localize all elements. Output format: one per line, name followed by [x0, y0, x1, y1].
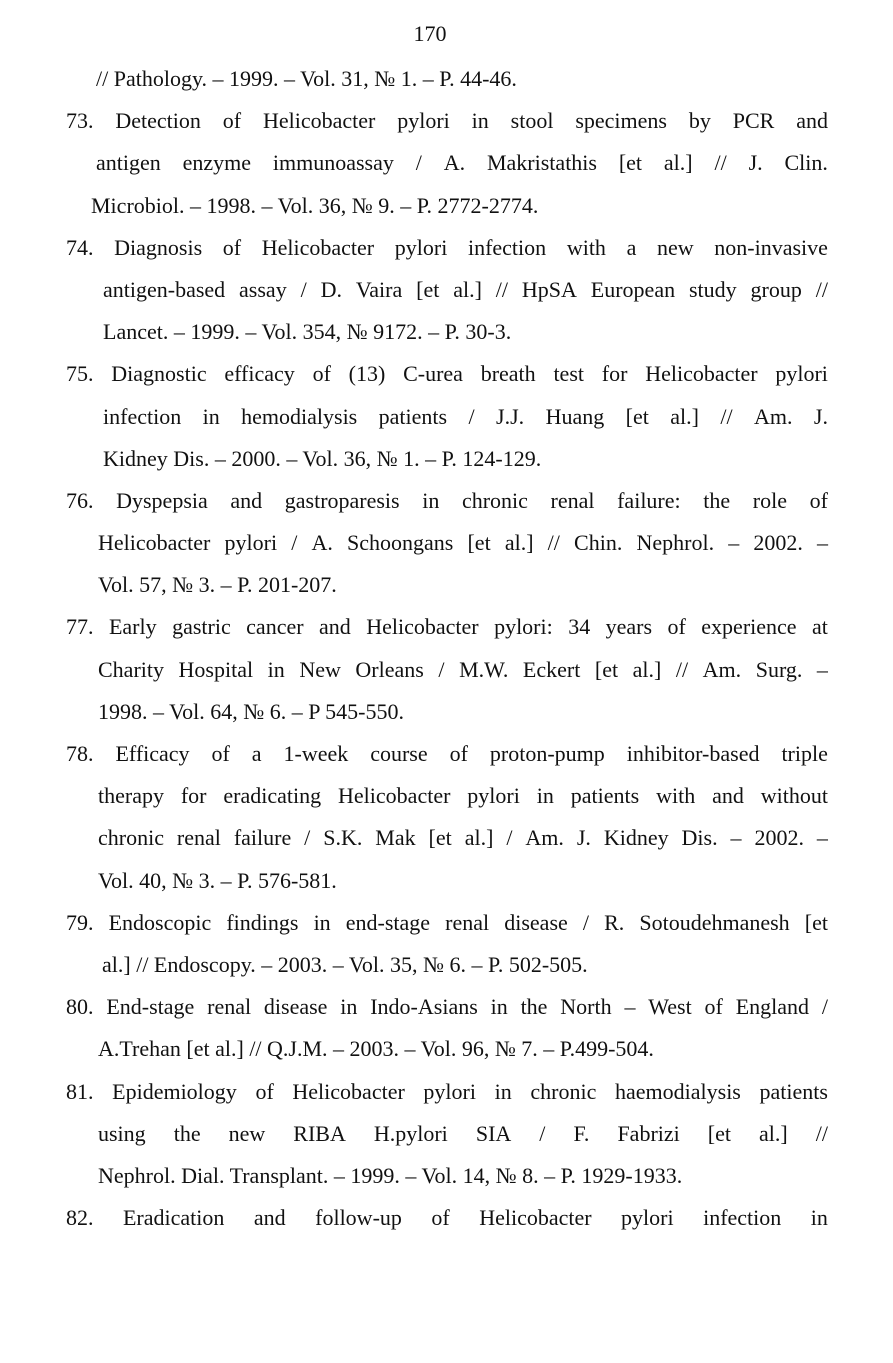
reference-word: PCR: [732, 108, 775, 134]
reference-word: without: [760, 783, 828, 809]
reference-word: in: [422, 487, 440, 513]
reference-word: Dis.: [681, 825, 718, 851]
reference-line: [66, 227, 828, 269]
reference-word: J.: [576, 825, 591, 851]
reference-word: 77.: [66, 614, 94, 640]
reference-word: with: [656, 783, 696, 809]
reference-word: –: [730, 825, 742, 851]
reference-word: /: [415, 150, 422, 176]
reference-word: J.: [813, 403, 828, 429]
reference-word: of: [312, 361, 331, 387]
reference-word: for: [601, 361, 628, 387]
reference-word: failure:: [617, 487, 681, 513]
reference-line: al.] // Endoscopy. – 2003. – Vol. 35, № 6. – P. 502-505.: [102, 951, 588, 977]
reference-word: patients: [759, 1078, 828, 1104]
reference-word: in: [490, 994, 508, 1020]
reference-word: of: [704, 994, 723, 1020]
reference-word: /: [539, 1120, 546, 1146]
reference-word: in: [313, 909, 331, 935]
reference-word: –: [817, 530, 828, 556]
reference-word: breath: [480, 361, 536, 387]
reference-word: triple: [781, 741, 828, 766]
reference-word: in: [536, 783, 554, 809]
reference-word: the: [703, 487, 731, 513]
reference-word: of: [222, 108, 242, 134]
reference-word: Clin.: [784, 150, 828, 176]
reference-word: /: [468, 403, 475, 429]
reference-word: by: [688, 108, 711, 134]
reference-word: –: [816, 825, 828, 851]
reference-word: al.]: [663, 150, 693, 176]
reference-line: // Pathology. – 1999. – Vol. 31, № 1. – P. 44-46.: [96, 66, 517, 91]
reference-word: infection: [103, 403, 182, 429]
reference-word: antigen-based: [103, 276, 226, 302]
reference-word: of: [222, 234, 242, 260]
reference-word: antigen: [96, 150, 161, 176]
reference-line: Nephrol. Dial. Transplant. – 1999. – Vol. 14, № 8. – P. 1929-1933.: [98, 1162, 683, 1188]
reference-word: al.]: [504, 530, 534, 556]
reference-word: and: [253, 1205, 286, 1231]
reference-word: Charity: [98, 656, 164, 682]
reference-word: –: [624, 994, 636, 1020]
reference-word: assay: [239, 276, 287, 302]
reference-word: disease: [263, 994, 328, 1020]
reference-word: group: [750, 276, 802, 302]
reference-word: West: [648, 994, 692, 1020]
reference-word: haemodialysis: [615, 1078, 741, 1104]
reference-word: Helicobacter: [262, 108, 376, 134]
reference-word: Endoscopic: [108, 909, 212, 935]
reference-word: Am.: [525, 825, 564, 851]
reference-word: course: [370, 741, 428, 766]
reference-word: with: [566, 234, 606, 260]
reference-word: renal: [176, 825, 221, 851]
reference-word: pylori: [621, 1205, 674, 1231]
reference-word: Mak: [375, 825, 416, 851]
reference-line: [66, 649, 828, 691]
reference-word: of: [431, 1205, 450, 1231]
reference-word: cancer: [246, 614, 304, 640]
reference-word: 79.: [66, 909, 94, 935]
reference-word: disease: [504, 909, 568, 935]
reference-word: Detection: [115, 108, 201, 134]
reference-word: and: [319, 614, 351, 640]
reference-word: pylori: [397, 108, 450, 134]
reference-word: Orleans: [355, 656, 424, 682]
reference-word: 34: [568, 614, 591, 640]
reference-word: al.]: [670, 403, 699, 429]
reference-word: /: [291, 530, 298, 556]
reference-word: for: [180, 783, 207, 809]
reference-word: of: [255, 1078, 274, 1104]
reference-word: [et: [618, 150, 643, 176]
reference-word: and: [796, 108, 828, 134]
reference-word: 74.: [66, 234, 94, 260]
reference-word: [et: [428, 825, 452, 851]
reference-word: and: [712, 783, 744, 809]
reference-word: Helicobacter: [645, 361, 758, 387]
reference-word: [et: [804, 909, 828, 935]
reference-word: the: [173, 1120, 201, 1146]
reference-word: Helicobacter: [479, 1205, 592, 1231]
reference-word: pylori:: [494, 614, 553, 640]
reference-word: efficacy: [224, 361, 295, 387]
reference-word: 2002.: [753, 530, 803, 556]
reference-word: [et: [594, 656, 619, 682]
reference-word: study: [688, 276, 737, 302]
reference-word: in: [494, 1078, 512, 1104]
reference-word: –: [816, 656, 828, 682]
reference-word: therapy: [98, 783, 164, 809]
reference-word: pylori: [467, 783, 520, 809]
reference-word: Huang: [545, 403, 605, 429]
reference-word: 2002.: [754, 825, 804, 851]
reference-line: [66, 733, 828, 775]
reference-word: 82.: [66, 1205, 94, 1231]
reference-word: Vaira: [355, 276, 403, 302]
reference-word: Efficacy: [115, 741, 190, 766]
reference-word: Chin.: [574, 530, 623, 556]
reference-word: eradicating: [223, 783, 322, 809]
reference-line: [66, 396, 828, 438]
reference-word: using: [98, 1120, 146, 1146]
reference-word: H.pylori: [373, 1120, 448, 1146]
reference-word: of: [667, 614, 686, 640]
reference-word: HpSA: [521, 276, 577, 302]
reference-line: Kidney Dis. – 2000. – Vol. 36, № 1. – P. 124-129.: [103, 445, 542, 471]
reference-word: patients: [570, 783, 640, 809]
reference-word: North: [560, 994, 612, 1020]
reference-word: renal: [207, 994, 252, 1020]
reference-word: pylori: [423, 1078, 476, 1104]
reference-line: Microbiol. – 1998. – Vol. 36, № 9. – P. 2772-2774.: [91, 192, 539, 218]
reference-word: specimens: [575, 108, 667, 134]
reference-word: role: [752, 487, 787, 513]
reference-word: Diagnostic: [111, 361, 207, 387]
reference-word: /: [438, 656, 445, 682]
reference-word: Hospital: [178, 656, 254, 682]
reference-word: [et: [467, 530, 491, 556]
reference-word: of: [809, 487, 828, 513]
reference-word: Eckert: [522, 656, 581, 682]
reference-word: A.: [311, 530, 333, 556]
reference-word: 76.: [66, 487, 94, 513]
reference-word: 78.: [66, 741, 94, 766]
reference-word: chronic: [530, 1078, 597, 1104]
reference-word: pylori: [224, 530, 278, 556]
reference-word: Sotoudehmanesh: [639, 909, 790, 935]
reference-word: Dyspepsia: [116, 487, 208, 513]
reference-word: pylori: [775, 361, 828, 387]
reference-word: Helicobacter: [338, 783, 451, 809]
reference-word: England: [735, 994, 810, 1020]
reference-word: renal: [550, 487, 595, 513]
reference-line: Vol. 57, № 3. – P. 201-207.: [98, 572, 337, 598]
reference-word: D.: [320, 276, 342, 302]
reference-word: Helicobacter: [292, 1078, 405, 1104]
reference-word: European: [590, 276, 676, 302]
reference-word: years: [605, 614, 653, 640]
reference-word: Eradication: [122, 1205, 225, 1231]
reference-word: J.: [748, 150, 763, 176]
reference-word: Schoongans: [347, 530, 454, 556]
reference-line: [66, 606, 828, 648]
reference-line: [66, 1113, 828, 1155]
reference-line: [66, 142, 828, 184]
reference-word: New: [299, 656, 341, 682]
page-number: 170: [413, 21, 447, 46]
reference-word: enzyme: [182, 150, 252, 176]
reference-word: //: [547, 530, 560, 556]
reference-word: in: [810, 1205, 828, 1231]
reference-word: findings: [226, 909, 299, 935]
reference-word: 1-week: [283, 741, 349, 766]
reference-list: [66, 58, 828, 1239]
reference-line: Lancet. – 1999. – Vol. 354, № 9172. – P. 30-3.: [103, 319, 512, 345]
reference-word: S.K.: [323, 825, 363, 851]
reference-word: 75.: [66, 361, 94, 387]
reference-word: infection: [703, 1205, 782, 1231]
reference-word: failure: [233, 825, 292, 851]
reference-line: [66, 986, 828, 1028]
reference-line: [66, 353, 828, 395]
reference-word: renal: [445, 909, 490, 935]
reference-word: Surg.: [755, 656, 803, 682]
reference-word: patients: [378, 403, 448, 429]
reference-word: //: [815, 276, 828, 302]
reference-word: A.: [443, 150, 466, 176]
reference-word: chronic: [98, 825, 164, 851]
reference-line: [66, 1071, 828, 1113]
reference-word: immunoassay: [272, 150, 394, 176]
reference-word: inhibitor-based: [626, 741, 760, 766]
reference-word: pylori: [394, 234, 448, 260]
reference-word: Diagnosis: [114, 234, 203, 260]
reference-word: Makristathis: [486, 150, 597, 176]
reference-word: [et: [416, 276, 440, 302]
reference-word: F.: [573, 1120, 590, 1146]
reference-word: new: [656, 234, 694, 260]
reference-word: //: [815, 1120, 828, 1146]
reference-line: [66, 775, 828, 817]
reference-word: experience: [701, 614, 797, 640]
reference-word: /: [300, 276, 307, 302]
reference-word: RIBA: [293, 1120, 346, 1146]
reference-word: End-stage: [106, 994, 195, 1020]
reference-word: Helicobacter: [98, 530, 211, 556]
reference-word: a: [251, 741, 262, 766]
reference-word: in: [202, 403, 220, 429]
reference-word: al.]: [464, 825, 494, 851]
reference-word: /: [582, 909, 589, 935]
reference-word: //: [714, 150, 727, 176]
reference-line: [66, 269, 828, 311]
reference-word: in: [340, 994, 358, 1020]
reference-word: Am.: [753, 403, 793, 429]
reference-word: M.W.: [459, 656, 509, 682]
reference-word: al.]: [759, 1120, 788, 1146]
reference-word: /: [821, 994, 828, 1020]
reference-word: SIA: [475, 1120, 512, 1146]
reference-line: [66, 100, 828, 142]
reference-word: hemodialysis: [241, 403, 358, 429]
reference-word: Nephrol.: [636, 530, 715, 556]
reference-line: [66, 522, 828, 564]
reference-word: 73.: [66, 108, 94, 134]
reference-word: 80.: [66, 994, 94, 1020]
reference-word: (13): [348, 361, 386, 387]
reference-word: proton-pump: [489, 741, 605, 766]
reference-line: [66, 480, 828, 522]
reference-word: at: [812, 614, 828, 640]
reference-word: gastric: [172, 614, 231, 640]
reference-line: Vol. 40, № 3. – P. 576-581.: [98, 867, 337, 893]
reference-word: Helicobacter: [366, 614, 479, 640]
reference-line: 1998. – Vol. 64, № 6. – P 545-550.: [98, 698, 405, 724]
reference-word: C-urea: [403, 361, 463, 387]
reference-word: a: [626, 234, 637, 260]
reference-word: of: [211, 741, 230, 766]
reference-word: –: [728, 530, 740, 556]
reference-line: [66, 1197, 828, 1239]
reference-word: Fabrizi: [617, 1120, 680, 1146]
reference-word: of: [449, 741, 468, 766]
reference-word: [et: [707, 1120, 731, 1146]
reference-line: A.Trehan [et al.] // Q.J.M. – 2003. – Vol. 96, № 7. – P.499-504.: [98, 1036, 654, 1062]
reference-word: al.]: [453, 276, 482, 302]
reference-word: Early: [108, 614, 157, 640]
reference-word: //: [495, 276, 509, 302]
reference-line: [66, 817, 828, 859]
reference-word: J.J.: [496, 403, 525, 429]
reference-word: Am.: [702, 656, 742, 682]
reference-word: end-stage: [345, 909, 431, 935]
reference-word: in: [471, 108, 489, 134]
reference-word: /: [304, 825, 311, 851]
reference-word: new: [228, 1120, 266, 1146]
reference-word: al.]: [632, 656, 662, 682]
reference-word: 81.: [66, 1078, 94, 1104]
reference-word: Helicobacter: [261, 234, 375, 260]
reference-word: and: [230, 487, 263, 513]
reference-word: //: [675, 656, 689, 682]
reference-word: follow-up: [315, 1205, 402, 1231]
reference-word: the: [520, 994, 548, 1020]
reference-word: Indo-Asians: [370, 994, 478, 1020]
reference-word: in: [267, 656, 285, 682]
reference-word: chronic: [461, 487, 528, 513]
reference-word: /: [506, 825, 513, 851]
reference-word: R.: [604, 909, 625, 935]
reference-word: Epidemiology: [112, 1078, 237, 1104]
reference-word: //: [720, 403, 733, 429]
reference-word: gastroparesis: [284, 487, 400, 513]
reference-word: test: [553, 361, 584, 387]
reference-word: [et: [625, 403, 649, 429]
reference-word: Kidney: [603, 825, 669, 851]
reference-word: non-invasive: [714, 234, 828, 260]
reference-word: stool: [510, 108, 554, 134]
reference-word: infection: [467, 234, 547, 260]
reference-line: [66, 902, 828, 944]
